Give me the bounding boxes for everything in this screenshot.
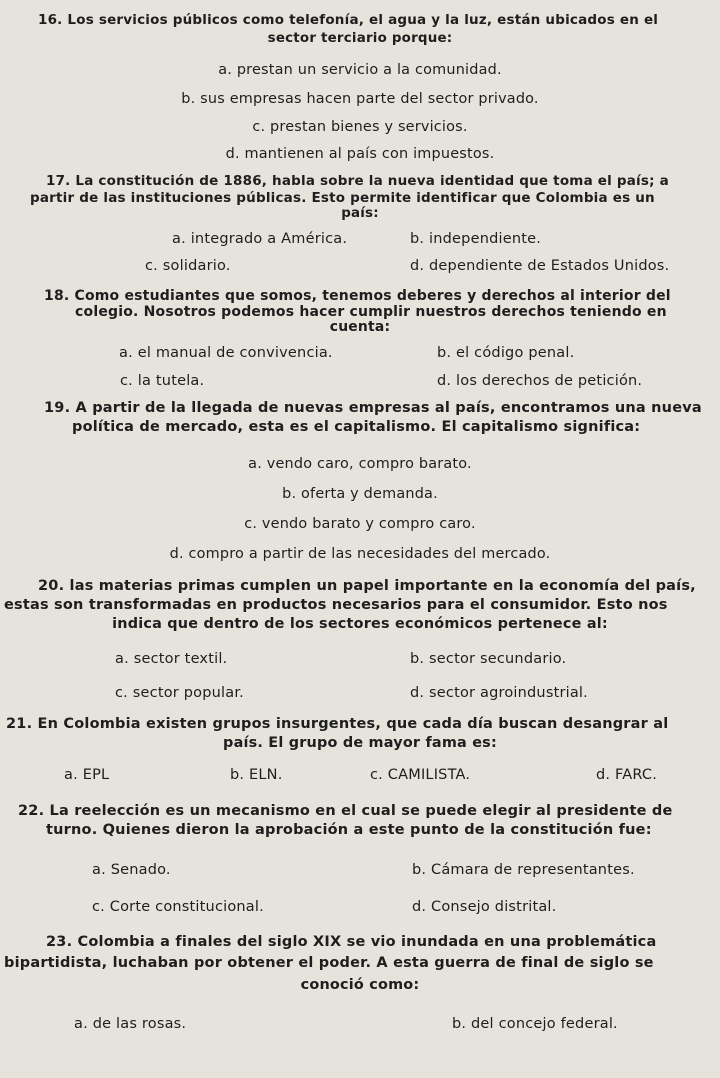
question-18-line-3: cuenta:	[329, 319, 391, 335]
question-23-option-b: b. del concejo federal.	[452, 1016, 618, 1032]
question-21-option-c: c. CAMILISTA.	[370, 767, 471, 783]
question-20-line-2: estas son transformadas en productos necesarios para el consumidor. Esto nos	[4, 597, 668, 613]
question-22-option-a: a. Senado.	[92, 862, 171, 878]
question-20-line-3: indica que dentro de los sectores económicos pertenece al:	[112, 616, 608, 632]
question-17-option-c: c. solidario.	[145, 258, 231, 274]
question-17-option-d: d. dependiente de Estados Unidos.	[410, 258, 670, 274]
question-17-option-b: b. independiente.	[410, 231, 542, 247]
question-23-line-2: bipartidista, luchaban por obtener el poder. A esta guerra de final de siglo se	[4, 955, 654, 971]
question-18-option-b: b. el código penal.	[437, 345, 575, 361]
question-21-line-1: 21. En Colombia existen grupos insurgentes, que cada día buscan desangrar al	[6, 716, 669, 732]
question-21-option-d: d. FARC.	[596, 767, 658, 783]
question-21-option-a: a. EPL	[64, 767, 110, 783]
question-18-line-2: colegio. Nosotros podemos hacer cumplir nuestros derechos teniendo en	[75, 304, 667, 320]
question-16-option-c: c. prestan bienes y servicios.	[252, 119, 468, 135]
question-19-option-a: a. vendo caro, compro barato.	[248, 456, 472, 472]
question-19-option-b: b. oferta y demanda.	[282, 486, 438, 502]
question-18-option-c: c. la tutela.	[120, 373, 205, 389]
question-19-option-c: c. vendo barato y compro caro.	[244, 516, 476, 532]
question-22-line-1: 22. La reelección es un mecanismo en el cual se puede elegir al presidente de	[18, 803, 673, 819]
question-23-option-a: a. de las rosas.	[74, 1016, 187, 1032]
question-18-option-d: d. los derechos de petición.	[437, 373, 643, 389]
question-17-line-2: partir de las instituciones públicas. Esto permite identificar que Colombia es un	[30, 190, 655, 206]
question-16-option-d: d. mantienen al país con impuestos.	[225, 146, 495, 162]
question-16-option-a: a. prestan un servicio a la comunidad.	[218, 62, 502, 78]
question-19-line-1: 19. A partir de la llegada de nuevas empresas al país, encontramos una nueva	[44, 400, 702, 416]
question-17-line-3: país:	[341, 205, 379, 221]
question-17-option-a: a. integrado a América.	[172, 231, 348, 247]
question-18-line-1: 18. Como estudiantes que somos, tenemos deberes y derechos al interior del	[44, 288, 671, 304]
question-16-option-b: b. sus empresas hacen parte del sector privado.	[181, 91, 539, 107]
question-20-option-c: c. sector popular.	[115, 685, 244, 701]
question-21-option-b: b. ELN.	[230, 767, 283, 783]
question-17-line-1: 17. La constitución de 1886, habla sobre la nueva identidad que toma el país; a	[46, 173, 669, 189]
question-22-line-2: turno. Quienes dieron la aprobación a este punto de la constitución fue:	[46, 822, 652, 838]
question-20-option-d: d. sector agroindustrial.	[410, 685, 588, 701]
question-19-line-2: política de mercado, esta es el capitalismo. El capitalismo significa:	[72, 419, 641, 435]
question-22-option-b: b. Cámara de representantes.	[412, 862, 635, 878]
question-23-line-1: 23. Colombia a finales del siglo XIX se vio inundada en una problemática	[46, 934, 657, 950]
question-21-line-2: país. El grupo de mayor fama es:	[223, 735, 497, 751]
question-16-line-2: sector terciario porque:	[267, 30, 453, 46]
question-16-line-1: 16. Los servicios públicos como telefonía, el agua y la luz, están ubicados en el	[38, 12, 659, 28]
question-20-option-a: a. sector textil.	[115, 651, 228, 667]
question-22-option-c: c. Corte constitucional.	[92, 899, 264, 915]
question-19-option-d: d. compro a partir de las necesidades del mercado.	[169, 546, 551, 562]
question-20-line-1: 20. las materias primas cumplen un papel importante en la economía del país,	[38, 578, 696, 594]
question-23-line-3: conoció como:	[300, 977, 420, 993]
question-20-option-b: b. sector secundario.	[410, 651, 567, 667]
question-18-option-a: a. el manual de convivencia.	[119, 345, 333, 361]
question-22-option-d: d. Consejo distrital.	[412, 899, 557, 915]
